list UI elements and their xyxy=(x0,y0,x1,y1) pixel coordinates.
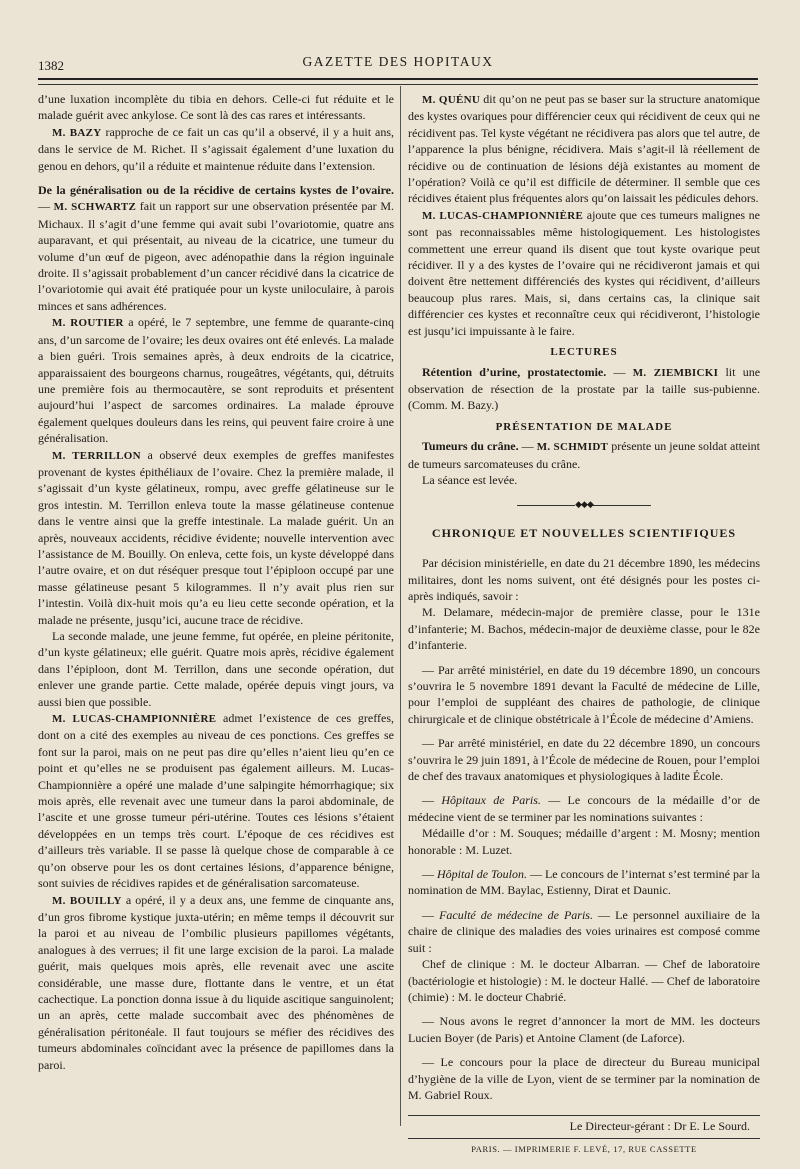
section-heading-lectures: LECTURES xyxy=(550,346,618,359)
paragraph: Chef de clinique : M. le docteur Albarran. — Chef de laboratoire (bactériologie et histologie) : M. le docteur Hallé. — Chef de laboratoire (chimie) : M. le docteur Chabrié. xyxy=(408,957,760,1004)
paragraph-text: — Le concours de la médaille d’or de médecine vient de se terminer par les nominations suivantes : xyxy=(408,793,761,824)
paragraph: Par décision ministérielle, en date du 21 décembre 1890, les médecins militaires, dont les noms suivent, ont été désignés pour les postes ci-après indiqués, savoir : xyxy=(408,556,760,603)
paragraph xyxy=(408,364,760,414)
paragraph-text: lit une observation de résection de la prostate par la taille sus-pubienne. (Comm. M. Bazy.) xyxy=(408,364,761,413)
header-rule-thin xyxy=(38,84,758,85)
right-column xyxy=(408,91,760,1157)
paragraph: M. Delamare, médecin-major de première classe, pour le 131e d’infanterie; M. Bachos, médecin-major de deuxième classe, pour le 82e d’infanterie. xyxy=(408,605,760,653)
speaker-name: M. SCHMIDT xyxy=(536,441,609,454)
speaker-name: M. BOUILLY xyxy=(52,894,122,907)
dash: — xyxy=(422,907,440,922)
dash: — xyxy=(606,364,633,379)
paragraph xyxy=(408,866,760,899)
signature-line: Le Directeur-gérant : Dr E. Le Sourd. xyxy=(408,1115,760,1134)
paragraph-text: dit qu’on ne peut pas se baser sur la structure anatomique des kystes ovariques pour différencier ceux qui récidivent de ceux qui ne récidivent pas. Tel kyste végétant ne récidivera pas alors que tel autre, de l’apparence la plus bénigne, récidivera. Mais s’agit-il là réellement de récidive ou de continuation de lésions déjà existantes au moment de l’opération? Voilà ce qu’il est difficile de déterminer. Il semble que ces récidives étaient plus fréquentes alors qu’on laissait les pédicules dehors. xyxy=(408,92,760,206)
paragraph xyxy=(408,207,760,339)
paragraph: — Le concours pour la place de directeur du Bureau municipal d’hygiène de la ville de Lyon, vient de se terminer par la nomination de M. Gabriel Roux. xyxy=(408,1055,760,1102)
speaker-name: M. TERRILLON xyxy=(52,449,141,462)
paragraph xyxy=(38,314,394,446)
paragraph xyxy=(38,124,394,174)
dash: — xyxy=(38,199,54,214)
section-heading-chronique: CHRONIQUE ET NOUVELLES SCIENTIFIQUES xyxy=(431,525,737,540)
paragraph xyxy=(38,447,394,628)
dash: — xyxy=(422,867,438,882)
speaker-name: M. ROUTIER xyxy=(52,317,124,330)
paragraph: d’une luxation incomplète du tibia en dehors. Celle-ci fut réduite et le malade guérit avec ankylose. Ce sont là des cas rares et intéressants. xyxy=(38,92,394,123)
paragraph-text: — Le personnel auxiliaire de la chaire de clinique des maladies des voies urinaires est composé comme suit : xyxy=(408,907,760,955)
paragraph-text: ajoute que ces tumeurs malignes ne sont pas reconnaissables même histologiquement. Les histologistes commettent une erreur quand ils disent que tout kyste ovarique peut récidiver. Il y a des kystes de l’ovaire qui ne récidiveront jamais et qui doivent être nettement différenciés des kystes qui récidivent, d’ailleurs beaucoup plus rares. Mais, si, dans certains cas, la clinique sait différencier ces kystes et reconnaître ceux qui récidiveront, l’histologie est jusqu’ici impuissante à le faire. xyxy=(408,207,760,338)
printer-imprint: PARIS. — IMPRIMERIE F. LEVÉ, 17, RUE CASSETTE xyxy=(408,1138,760,1157)
page-number: 1382 xyxy=(38,58,64,73)
institution-name: Faculté de médecine de Paris. xyxy=(439,907,593,922)
dash: — xyxy=(518,439,537,454)
paragraph xyxy=(38,710,394,891)
paragraph: — Par arrêté ministériel, en date du 19 décembre 1890, un concours s’ouvrira le 5 novembre 1891 devant la Faculté de médecine de Lille, pour l’emploi de suppléant des chaires de pathologie, de clinique chirurgicale et de clinique obstétricale à l’École de médecine d’Amiens. xyxy=(408,662,760,726)
paragraph xyxy=(408,438,760,472)
speaker-name: M. ZIEMBICKI xyxy=(632,366,719,379)
speaker-name: M. SCHWARTZ xyxy=(53,201,137,214)
paragraph-text: — Le concours de l’internat s’est terminé par la nomination de MM. Baylac, Estienny, Dirat et Daunic. xyxy=(408,867,760,898)
speaker-name: M. LUCAS-CHAMPIONNIÈRE xyxy=(52,713,217,726)
left-column xyxy=(38,91,394,1073)
article-title: Tumeurs du crâne. xyxy=(422,439,519,454)
page-header xyxy=(38,50,758,74)
column-divider xyxy=(400,86,401,1126)
article-title: De la généralisation ou de la récidive de certains kystes de l’ovaire. xyxy=(38,183,394,198)
paragraph xyxy=(408,91,760,207)
paragraph xyxy=(408,907,760,956)
article-title: Rétention d’urine, prostatectomie. xyxy=(422,364,607,379)
paragraph xyxy=(38,892,394,1073)
paragraph: Médaille d’or : M. Souques; médaille d’argent : M. Mosny; mention honorable : M. Luzet. xyxy=(408,826,760,857)
ornament-divider: ◆◆◆ xyxy=(408,496,760,512)
paragraph: — Par arrêté ministériel, en date du 22 décembre 1890, un concours s’ouvrira le 29 juin 1891, à l’École de médecine de Rouen, pour l’emploi de chef des travaux anatomiques et physiologiques à ladite École. xyxy=(408,736,760,784)
paragraph-text: fait un rapport sur une observation présentée par M. Michaux. Il s’agit d’une femme qui avait subi l’ovariotomie, quatre ans auparavant, et qui présentait, au niveau de la cicatrice, une tumeur du volume d’un œuf de pigeon, avec adénopathie dans la région inguinale droite. Il s’agissait probablement d’un cancer récidivé dans la cicatrice de l’ovariotomie qui avait été pratiquée pour un kyste uniloculaire, à parois minces et sans adhérences. xyxy=(38,199,394,313)
section-heading-presentation: PRÉSENTATION DE MALADE xyxy=(495,420,673,433)
paragraph-text: admet l’existence de ces greffes, dont on a cité des exemples au niveau de ces ponctions. Ces greffes se font sur la paroi, mais on ne peut pas dire qu’elles n’aient lieu qu’en ce point et qu’elles ne se produisent pas également ailleurs. M. Lucas-Championnière a opéré une malade d’une salpingite hémorrhagique; six mois après, elle revenait avec une tumeur dans la paroi abdominale, de l’ascite et une grosse tumeur péri-utérine. Toutes ces lésions s’étaient développées en un temps très court. L’époque de ces récidives est d’ailleurs très variable. Il se passe là quelque chose de comparable à ce qu’on observe pour les os dont certaines lésions, d’apparence bénigne, sont suivies de récidives rapides et de généralisation sarcomateuse. xyxy=(38,711,394,891)
dash: — xyxy=(422,793,442,808)
paragraph xyxy=(38,182,394,314)
paragraph xyxy=(408,792,760,825)
paragraph-text: rapproche de ce fait un cas qu’il a observé, il y a huit ans, dans le service de M. Richet. Il s’agissait également d’une luxation du genou en dehors, qu’il a réduite et maintenue réduite dans l’extension. xyxy=(38,124,394,173)
speaker-name: M. LUCAS-CHAMPIONNIÈRE xyxy=(422,209,584,222)
paragraph: — Nous avons le regret d’annoncer la mort de MM. les docteurs Lucien Boyer (de Paris) et Antoine Clament (de Laforce). xyxy=(408,1014,760,1045)
paragraph-text: a opéré, le 7 septembre, une femme de quarante-cinq ans, d’un sarcome de l’ovaire; les deux ovaires ont été enlevés. La malade a bien guéri. Trois semaines après, à deux endroits de la cicatrice, apparaissaient des bourgeons charnus, rougeâtres, végétants, qui, détruits une première fois au thermocautère, se sont reproduits et présentent aujourd’hui l’aspect de sarcomes ordinaires. La malade éprouve également quelques douleurs dans les reins, qui peuvent faire croire à une généralisation. xyxy=(38,315,394,446)
paragraph-text: a opéré, il y a deux ans, une femme de cinquante ans, d’un gros fibrome kystique juxta-utérin; en même temps il découvrit sur la paroi et au niveau de l’ombilic plusieurs papillomes végétants, analogues à des verrues; il fit une large excision de la paroi. La malade guérit, mais quelques mois après, elle revenait avec une ascite considérable, une masse dure, flottante dans le ventre, et un état cachectique. La ponction donna issue à du liquide ascitique sanguinolent; un an après, cette malade succombait avec des phénomènes de généralisation péritonéale. Il faut toujours se méfier des récidives des tumeurs abdominales coïncidant avec la présence de papillomes dans la paroi. xyxy=(38,892,395,1072)
institution-name: Hôpital de Toulon. xyxy=(437,867,527,882)
journal-title: GAZETTE DES HOPITAUX xyxy=(302,54,494,69)
header-rule xyxy=(38,78,758,80)
paragraph-text: présente un jeune soldat atteint de tumeurs sarcomateuses du crâne. xyxy=(408,439,760,471)
paragraph: La séance est levée. xyxy=(422,472,518,487)
paragraph: La seconde malade, une jeune femme, fut opérée, en pleine péritonite, d’un kyste gélatineux; elle guérit. Quatre mois après, récidive également dans l’épiploon, dont M. Terrillon, dans une seconde opération, dut enlever une grande partie. Cette malade, opérée depuis vingt jours, va aussi bien que possible. xyxy=(38,629,394,709)
institution-name: Hôpitaux de Paris. xyxy=(441,793,541,808)
speaker-name: M. BAZY xyxy=(52,126,102,139)
paragraph-text: a observé deux exemples de greffes manifestes provenant de kystes épithéliaux de l’ovaire. Chez la première malade, il s’agissait d’un kyste gélatineux, rompu, avec greffe gélatineuse sur le gros intestin. M. Terrillon enleva toute la masse gélatineuse contenue dans le ventre ainsi que la greffe intestinale. La malade guérit. Un an après, nouveaux accidents, récidive évidente; nouvelle intervention avec l’assistance de M. Bouilly. On enleva, cette fois, un kyste développé dans l’autre ovaire, et on dut réséquer presque tout l’épiploon occupé par une masse gélatineuse pesant 5 kilogrammes. Il n’y avait plus rien sur l’intestin. Voilà dix-huit mois qu’a eu lieu cette seconde opération, et la malade ne présente, jusqu’ici, aucune trace de récidive. xyxy=(38,447,394,627)
speaker-name: M. QUÉNU xyxy=(422,94,481,106)
